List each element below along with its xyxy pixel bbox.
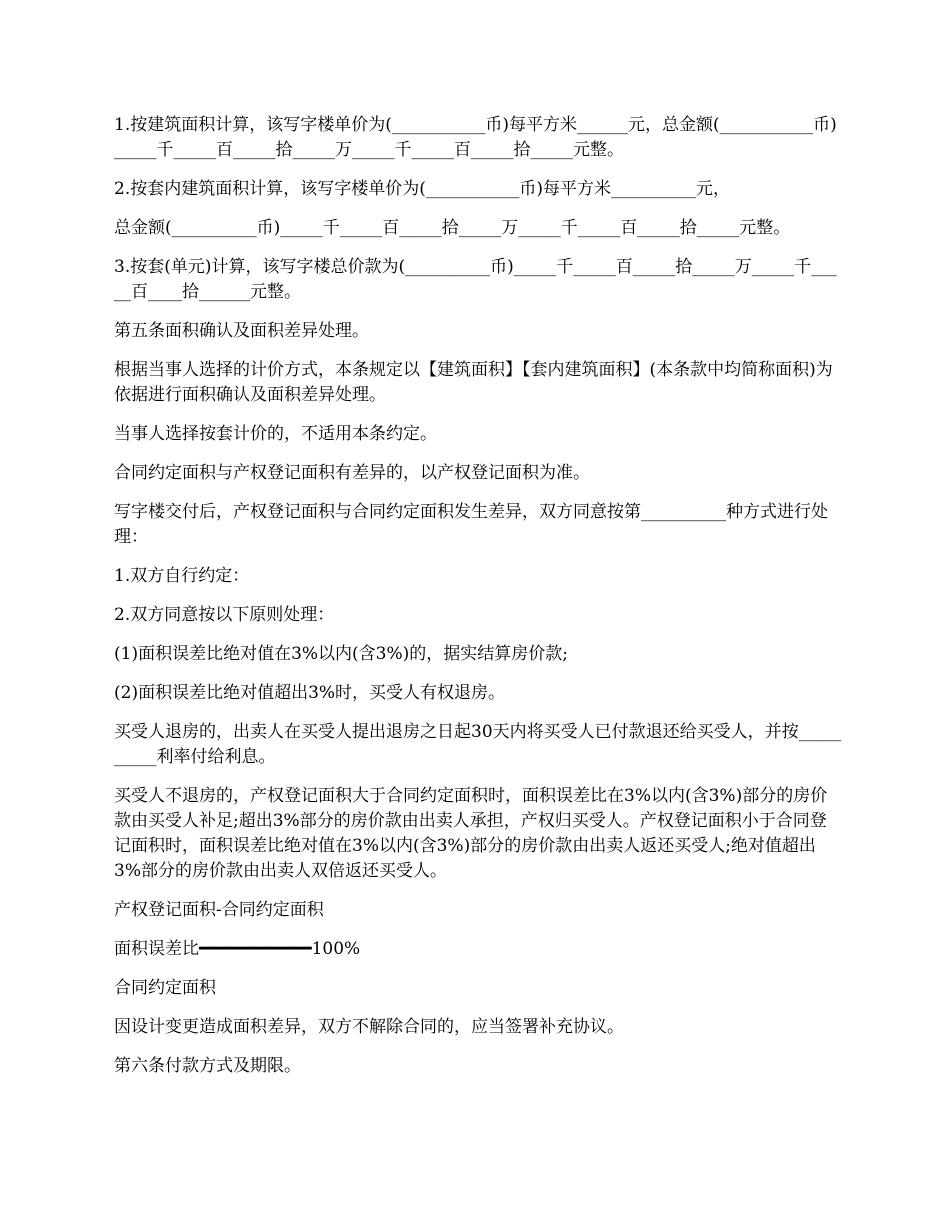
registration-precedence: 合同约定面积与产权登记面积有差异的，以产权登记面积为准。 xyxy=(114,463,590,483)
method-1: 1.双方自行约定： xyxy=(114,566,250,586)
formula-numerator: 产权登记面积-合同约定面积 xyxy=(114,900,324,920)
formula-denominator: 合同约定面积 xyxy=(114,978,216,998)
price-option-2-total: 总金额(__________币)_____千_____百_____拾_____万_____千_____百_____拾_____元整。 xyxy=(114,218,791,238)
price-option-2: 2.按套内建筑面积计算，该写字楼单价为(___________币)每平方米__________元， xyxy=(114,179,730,199)
document-body xyxy=(114,113,842,1093)
article-6-heading: 第六条付款方式及期限。 xyxy=(114,1056,301,1076)
no-refund-clause: 买受人不退房的，产权登记面积大于合同约定面积时，面积误差比在3%以内(含3%)部分的房价款由买受人补足;超出3%部分的房价款由出卖人承担，产权归买受人。产权登记面积小于合同登记面积时，面积误差比绝对值在3%以内(含3%)部分的房价款由出卖人返还买受人;绝对值超出3%部分的房价款由出卖人双倍返还买受人。 xyxy=(114,786,828,881)
rule-1: (1)面积误差比绝对值在3%以内(含3%)的，据实结算房价款; xyxy=(114,644,569,664)
price-option-3: 3.按套(单元)计算，该写字楼总价款为(__________币)_____千_____百_____拾_____万_____千_____百____拾______元整。 xyxy=(114,257,837,302)
difference-handling-clause: 写字楼交付后，产权登记面积与合同约定面积发生差异，双方同意按第__________种方式进行处理： xyxy=(114,502,828,547)
method-2: 2.双方同意按以下原则处理： xyxy=(114,605,335,625)
price-option-1: 1.按建筑面积计算，该写字楼单价为(___________币)每平方米______元，总金额(___________币)_____千_____百_____拾_____万_____千_____百_____拾_____元整。 xyxy=(114,115,837,160)
refund-clause: 买受人退房的，出卖人在买受人提出退房之日起30天内将买受人已付款退还给买受人，并按__________利率付给利息。 xyxy=(114,722,842,767)
design-change-clause: 因设计变更造成面积差异，双方不解除合同的，应当签署补充协议。 xyxy=(114,1017,624,1037)
formula-line: 面积误差比━━━━━━━━━━━100% xyxy=(114,939,361,959)
area-basis-clause: 根据当事人选择的计价方式，本条规定以【建筑面积】【套内建筑面积】(本条款中均简称面积)为依据进行面积确认及面积差异处理。 xyxy=(114,360,833,405)
per-unit-exclusion: 当事人选择按套计价的，不适用本条约定。 xyxy=(114,424,437,444)
article-5-heading: 第五条面积确认及面积差异处理。 xyxy=(114,321,369,341)
rule-2: (2)面积误差比绝对值超出3%时，买受人有权退房。 xyxy=(114,683,506,703)
